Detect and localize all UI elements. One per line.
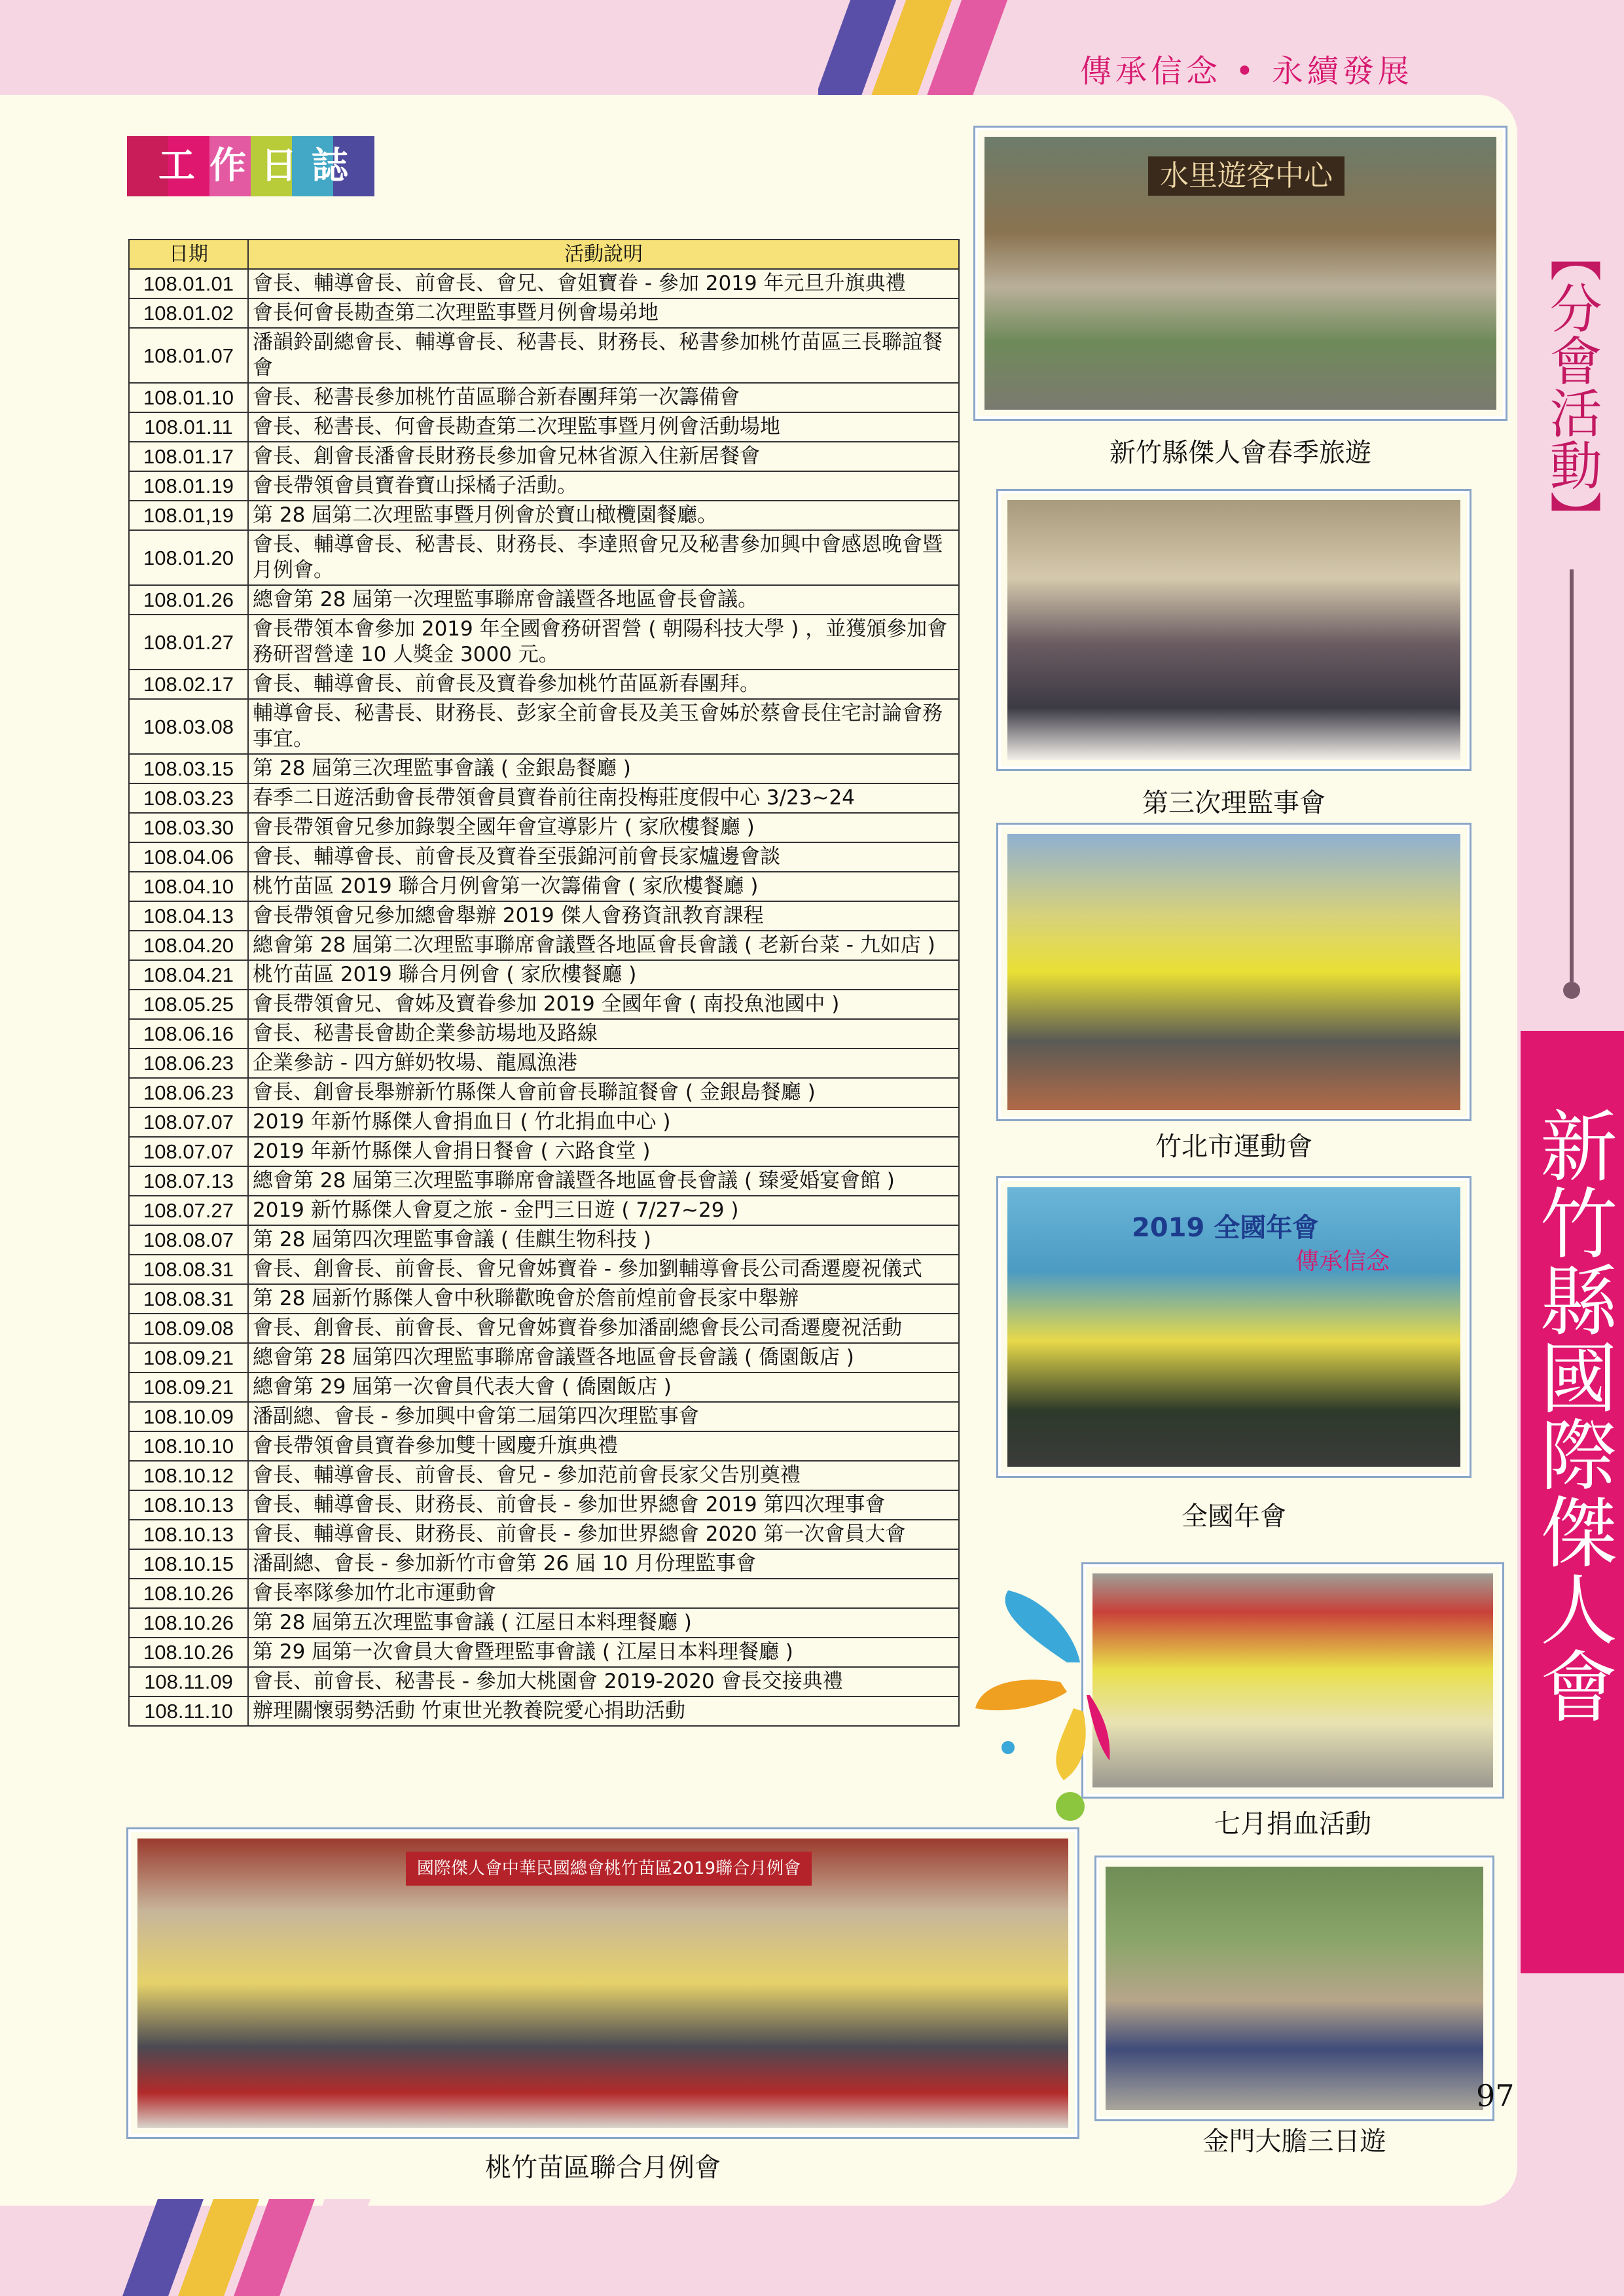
- table-row: [129, 699, 959, 754]
- row-description: 會長、輔導會長、秘書長、財務長、李達照會兄及秘書參加興中會感恩晚會暨月例會。: [248, 530, 959, 585]
- row-description: 總會第 29 屆第一次會員代表大會 ( 僑園飯店 ): [248, 1372, 959, 1402]
- row-date: 108.10.13: [129, 1490, 248, 1520]
- row-date: 108.10.12: [129, 1461, 248, 1490]
- row-date: 108.04.10: [129, 872, 248, 901]
- photo-banner: 水里遊客中心: [1148, 156, 1344, 196]
- row-description: 會長帶領會兄、會姊及寶眷參加 2019 全國年會 ( 南投魚池國中 ): [248, 990, 959, 1019]
- table-row: [129, 1431, 959, 1461]
- header-slogan: 傳承信念 • 永續發展: [1080, 53, 1413, 90]
- photo-national-convention: [998, 1178, 1470, 1476]
- table-row: [129, 1402, 959, 1431]
- table-row: [129, 1314, 959, 1343]
- table-row: [129, 1166, 959, 1196]
- table-row: [129, 1019, 959, 1049]
- table-row: [129, 1490, 959, 1520]
- row-date: 108.04.06: [129, 842, 248, 872]
- header-date: 日期: [129, 240, 248, 269]
- photo-joint-monthly-meeting: [128, 1829, 1077, 2137]
- row-description: 第 28 屆第五次理監事會議 ( 江屋日本料理餐廳 ): [248, 1608, 959, 1638]
- table-row: [129, 1343, 959, 1372]
- table-row: [129, 783, 959, 813]
- table-row: [129, 328, 959, 383]
- table-row: [129, 1372, 959, 1402]
- row-date: 108.01.07: [129, 328, 248, 383]
- caption-national-convention: 全國年會: [1182, 1501, 1286, 1532]
- row-date: 108.06.23: [129, 1078, 248, 1107]
- caption-third-board-meeting: 第三次理監事會: [1142, 788, 1326, 818]
- side-section-label-text: 【分會活動】: [1541, 229, 1602, 543]
- row-description: 總會第 28 屆第二次理監事聯席會議暨各地區會長會議 ( 老新台菜 - 九如店 ): [248, 931, 959, 960]
- row-date: 108.01,19: [129, 501, 248, 530]
- row-date: 108.09.21: [129, 1343, 248, 1372]
- row-date: 108.10.13: [129, 1520, 248, 1549]
- row-date: 108.03.30: [129, 813, 248, 842]
- row-date: 108.05.25: [129, 990, 248, 1019]
- table-row: [129, 1579, 959, 1608]
- row-description: 會長、輔導會長、財務長、前會長 - 參加世界總會 2020 第一次會員大會: [248, 1520, 959, 1549]
- row-date: 108.01.26: [129, 585, 248, 615]
- photo-kinmen-trip: [1096, 1857, 1492, 2119]
- photo-third-board-meeting: [998, 491, 1470, 769]
- row-description: 會長帶領本會參加 2019 年全國會務研習營 ( 朝陽科技大學 ) ，並獲頒參加會務研習營達 10 人獎金 3000 元。: [248, 615, 959, 670]
- row-date: 108.10.26: [129, 1579, 248, 1608]
- row-description: 會長、輔導會長、前會長及寶眷至張錦河前會長家爐邊會談: [248, 842, 959, 872]
- table-row: [129, 442, 959, 471]
- row-description: 第 28 屆第三次理監事會議 ( 金銀島餐廳 ): [248, 754, 959, 783]
- row-description: 總會第 28 屆第四次理監事聯席會議暨各地區會長會議 ( 僑園飯店 ): [248, 1343, 959, 1372]
- table-row: [129, 1549, 959, 1579]
- row-description: 企業參訪 - 四方鮮奶牧場、龍鳳漁港: [248, 1049, 959, 1078]
- table-row: [129, 670, 959, 699]
- row-date: 108.08.31: [129, 1255, 248, 1284]
- row-description: 會長、前會長、秘書長 - 參加大桃園會 2019-2020 會長交接典禮: [248, 1667, 959, 1696]
- page-number: 97: [1476, 2078, 1515, 2113]
- caption-joint-monthly-meeting: 桃竹苗區聯合月例會: [485, 2153, 721, 2183]
- table-row: [129, 1107, 959, 1137]
- row-date: 108.07.13: [129, 1166, 248, 1196]
- row-date: 108.01.27: [129, 615, 248, 670]
- row-description: 潘副總、會長 - 參加新竹市會第 26 屆 10 月份理監事會: [248, 1549, 959, 1579]
- row-description: 第 28 屆第四次理監事會議 ( 佳麒生物科技 ): [248, 1225, 959, 1255]
- row-date: 108.07.27: [129, 1196, 248, 1225]
- row-description: 會長、創會長潘會長財務長參加會兄林省源入住新居餐會: [248, 442, 959, 471]
- caption-sports-meet: 竹北市運動會: [1155, 1132, 1312, 1162]
- table-row: [129, 471, 959, 501]
- row-date: 108.10.26: [129, 1608, 248, 1638]
- row-date: 108.08.31: [129, 1284, 248, 1314]
- side-divider: [1570, 569, 1574, 982]
- row-description: 潘韻鈴副總會長、輔導會長、秘書長、財務長、秘書參加桃竹苗區三長聯誼餐會: [248, 328, 959, 383]
- table-row: [129, 1049, 959, 1078]
- row-date: 108.01.20: [129, 530, 248, 585]
- row-description: 會長、輔導會長、財務長、前會長 - 參加世界總會 2019 第四次理事會: [248, 1490, 959, 1520]
- row-date: 108.01.01: [129, 269, 248, 298]
- row-description: 第 28 屆新竹縣傑人會中秋聯歡晚會於詹前煌前會長家中舉辦: [248, 1284, 959, 1314]
- row-description: 總會第 28 屆第三次理監事聯席會議暨各地區會長會議 ( 臻愛婚宴會館 ): [248, 1166, 959, 1196]
- row-description: 會長、創會長、前會長、會兄會姊寶眷 - 參加劉輔導會長公司喬遷慶祝儀式: [248, 1255, 959, 1284]
- row-description: 2019 新竹縣傑人會夏之旅 - 金門三日遊 ( 7/27~29 ): [248, 1196, 959, 1225]
- table-row: [129, 1196, 959, 1225]
- row-date: 108.04.21: [129, 960, 248, 990]
- photo-banner-secondary: 傳承信念: [1295, 1248, 1390, 1275]
- section-heading: 工作日誌: [158, 145, 363, 187]
- side-title-text: 新竹縣國際傑人會: [1527, 1106, 1617, 1724]
- row-date: 108.11.10: [129, 1696, 248, 1726]
- header-description: 活動說明: [248, 240, 959, 269]
- row-date: 108.09.21: [129, 1372, 248, 1402]
- row-description: 第 29 屆第一次會員大會暨理監事會議 ( 江屋日本料理餐廳 ): [248, 1638, 959, 1667]
- row-date: 108.07.07: [129, 1107, 248, 1137]
- row-description: 會長、創會長、前會長、會兄會姊寶眷參加潘副總會長公司喬遷慶祝活動: [248, 1314, 959, 1343]
- table-row: [129, 931, 959, 960]
- row-date: 108.01.11: [129, 412, 248, 442]
- table-row: [129, 813, 959, 842]
- row-date: 108.10.09: [129, 1402, 248, 1431]
- table-row: [129, 585, 959, 615]
- side-divider-dot: [1563, 982, 1580, 999]
- table-row: [129, 1667, 959, 1696]
- table-row: [129, 298, 959, 328]
- row-description: 會長、輔導會長、前會長、會兄、會姐寶眷 - 參加 2019 年元旦升旗典禮: [248, 269, 959, 298]
- table-row: [129, 1284, 959, 1314]
- table-row: [129, 383, 959, 412]
- row-date: 108.10.15: [129, 1549, 248, 1579]
- table-row: [129, 1137, 959, 1166]
- table-row: [129, 842, 959, 872]
- row-date: 108.07.07: [129, 1137, 248, 1166]
- row-date: 108.04.20: [129, 931, 248, 960]
- row-description: 會長帶領會員寶眷參加雙十國慶升旗典禮: [248, 1431, 959, 1461]
- row-description: 桃竹苗區 2019 聯合月例會第一次籌備會 ( 家欣樓餐廳 ): [248, 872, 959, 901]
- row-description: 會長、秘書長、何會長勘查第二次理監事暨月例會活動場地: [248, 412, 959, 442]
- row-date: 108.01.19: [129, 471, 248, 501]
- top-stripes-decoration: [818, 0, 1067, 95]
- table-row: [129, 269, 959, 298]
- row-description: 會長帶領會兄參加錄製全國年會宣導影片 ( 家欣樓餐廳 ): [248, 813, 959, 842]
- table-row: [129, 872, 959, 901]
- row-description: 會長、秘書長會勘企業參訪場地及路線: [248, 1019, 959, 1049]
- table-row: [129, 1696, 959, 1726]
- row-date: 108.10.26: [129, 1638, 248, 1667]
- table-row: [129, 1078, 959, 1107]
- table-row: [129, 1608, 959, 1638]
- table-row: [129, 615, 959, 670]
- table-row: [129, 501, 959, 530]
- caption-blood-drive: 七月捐血活動: [1214, 1809, 1371, 1839]
- table-row: [129, 1461, 959, 1490]
- row-description: 2019 年新竹縣傑人會捐日餐會 ( 六路食堂 ): [248, 1137, 959, 1166]
- row-description: 會長帶領會兄參加總會舉辦 2019 傑人會務資訊教育課程: [248, 901, 959, 931]
- photo-banner: 2019 全國年會: [1132, 1213, 1319, 1243]
- row-description: 會長、秘書長參加桃竹苗區聯合新春團拜第一次籌備會: [248, 383, 959, 412]
- row-date: 108.06.23: [129, 1049, 248, 1078]
- row-date: 108.09.08: [129, 1314, 248, 1343]
- row-description: 2019 年新竹縣傑人會捐血日 ( 竹北捐血中心 ): [248, 1107, 959, 1137]
- color-splash-decoration: [969, 1584, 1113, 1833]
- table-row: [129, 754, 959, 783]
- row-date: 108.04.13: [129, 901, 248, 931]
- table-row: [129, 1255, 959, 1284]
- row-description: 會長、輔導會長、前會長及寶眷參加桃竹苗區新春團拜。: [248, 670, 959, 699]
- row-description: 會長率隊參加竹北市運動會: [248, 1579, 959, 1608]
- row-date: 108.03.15: [129, 754, 248, 783]
- row-description: 第 28 屆第二次理監事暨月例會於寶山橄欖園餐廳。: [248, 501, 959, 530]
- row-description: 桃竹苗區 2019 聯合月例會 ( 家欣樓餐廳 ): [248, 960, 959, 990]
- side-section-label: [1532, 229, 1610, 557]
- row-description: 會長帶領會員寶眷寶山採橘子活動。: [248, 471, 959, 501]
- row-date: 108.01.17: [129, 442, 248, 471]
- table-row: [129, 990, 959, 1019]
- row-date: 108.01.10: [129, 383, 248, 412]
- row-date: 108.03.23: [129, 783, 248, 813]
- table-header-row: [129, 240, 959, 269]
- table-row: [129, 530, 959, 585]
- table-row: [129, 1225, 959, 1255]
- row-description: 總會第 28 屆第一次理監事聯席會議暨各地區會長會議。: [248, 585, 959, 615]
- row-date: 108.06.16: [129, 1019, 248, 1049]
- row-date: 108.08.07: [129, 1225, 248, 1255]
- row-description: 春季二日遊活動會長帶領會員寶眷前往南投梅莊度假中心 3/23~24: [248, 783, 959, 813]
- caption-spring-trip: 新竹縣傑人會春季旅遊: [1110, 438, 1371, 468]
- row-description: 潘副總、會長 - 參加興中會第二屆第四次理監事會: [248, 1402, 959, 1431]
- photo-blood-drive: [1083, 1564, 1502, 1797]
- bottom-stripes-decoration: [111, 2199, 399, 2296]
- row-date: 108.01.02: [129, 298, 248, 328]
- photo-sports-meet: [998, 825, 1470, 1119]
- row-description: 會長何會長勘查第二次理監事暨月例會場弟地: [248, 298, 959, 328]
- table-row: [129, 1638, 959, 1667]
- table-body: [129, 269, 959, 1726]
- row-date: 108.03.08: [129, 699, 248, 754]
- row-date: 108.11.09: [129, 1667, 248, 1696]
- row-description: 會長、輔導會長、前會長、會兄 - 參加范前會長家父告別奠禮: [248, 1461, 959, 1490]
- row-date: 108.10.10: [129, 1431, 248, 1461]
- row-description: 會長、創會長舉辦新竹縣傑人會前會長聯誼餐會 ( 金銀島餐廳 ): [248, 1078, 959, 1107]
- photo-spring-trip: [975, 128, 1506, 419]
- row-description: 辦理關懷弱勢活動 竹東世光教養院愛心捐助活動: [248, 1696, 959, 1726]
- row-date: 108.02.17: [129, 670, 248, 699]
- table-row: [129, 960, 959, 990]
- side-title: [1521, 1106, 1624, 1746]
- caption-kinmen-trip: 金門大膽三日遊: [1202, 2126, 1386, 2157]
- table-row: [129, 901, 959, 931]
- table-row: [129, 1520, 959, 1549]
- table-row: [129, 412, 959, 442]
- row-description: 輔導會長、秘書長、財務長、彭家全前會長及美玉會姊於蔡會長住宅討論會務事宜。: [248, 699, 959, 754]
- photo-banner: 國際傑人會中華民國總會桃竹苗區2019聯合月例會: [406, 1852, 812, 1886]
- work-log-table: [128, 239, 960, 1727]
